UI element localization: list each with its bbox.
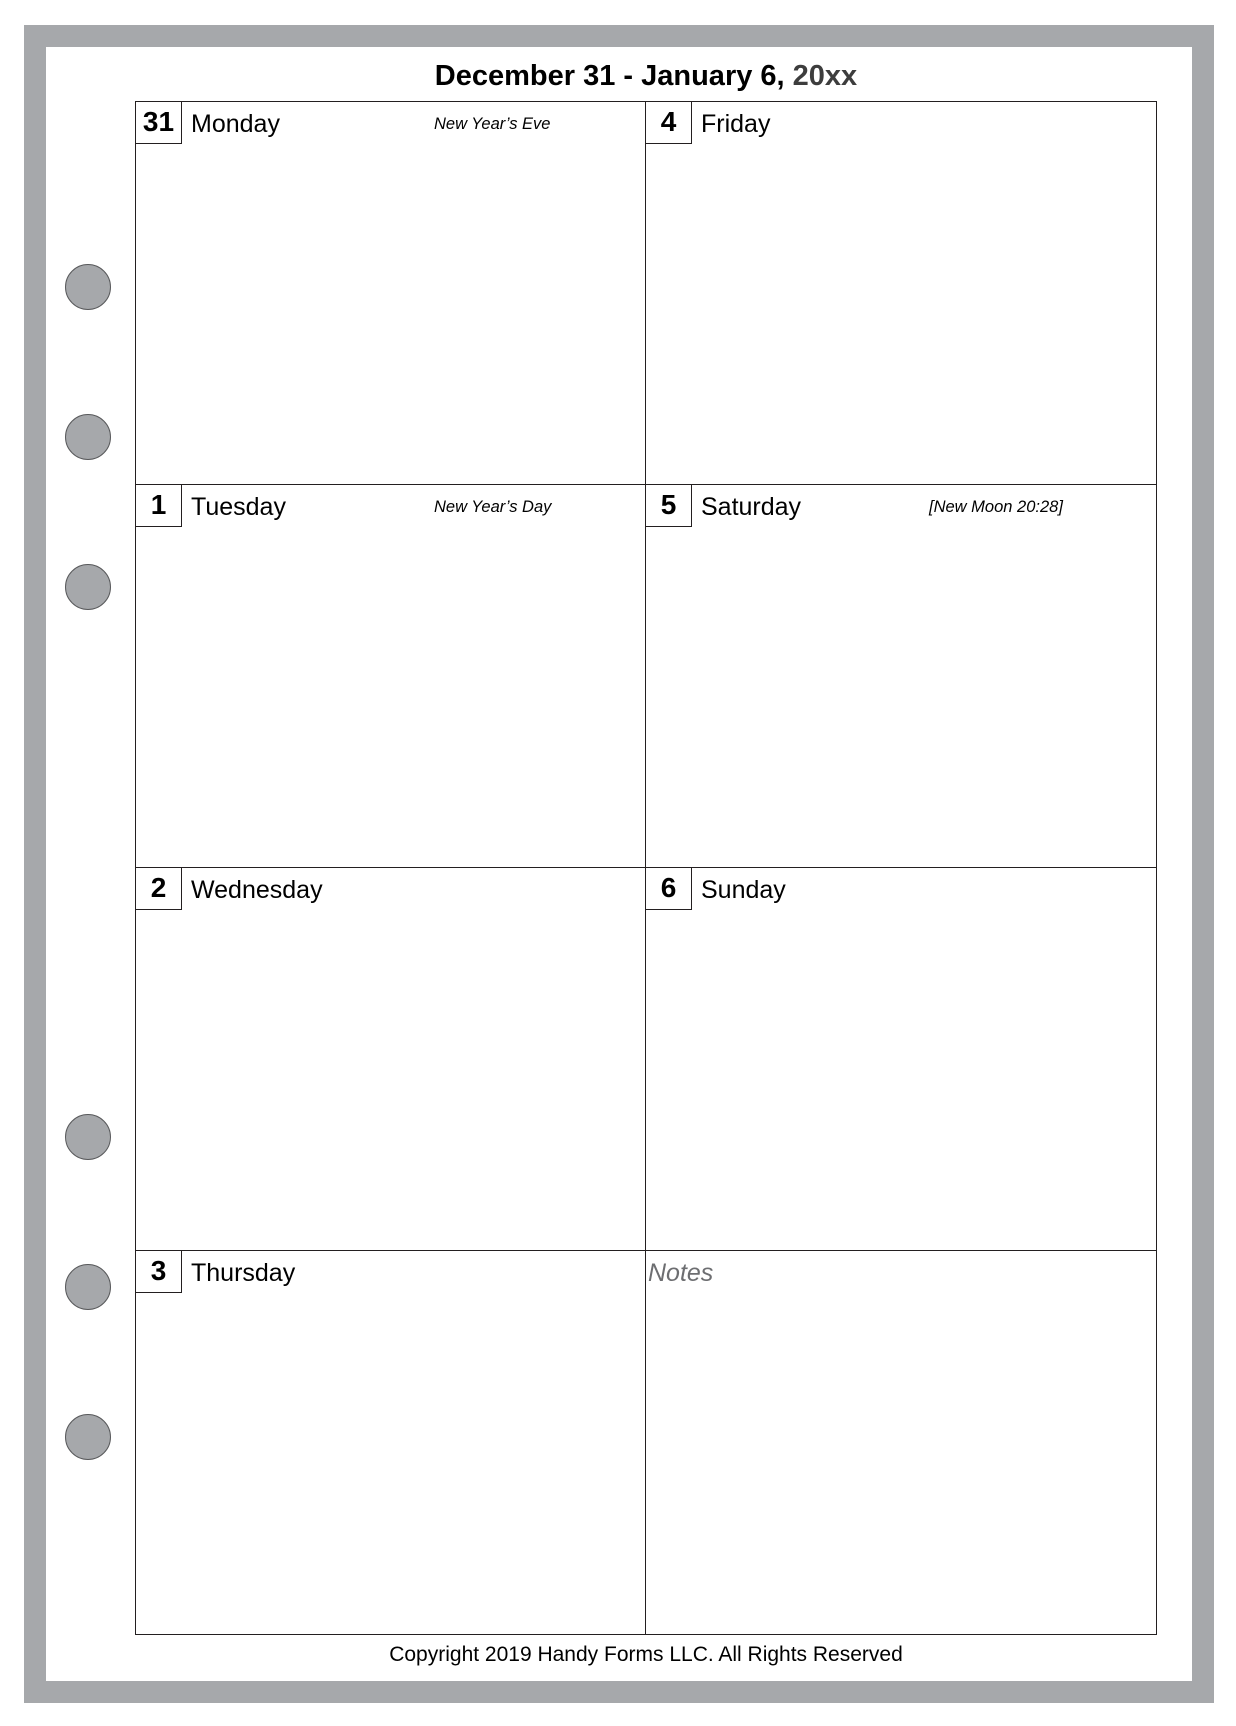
day-cell-thursday[interactable] [136, 1251, 646, 1634]
day-number: 3 [136, 1251, 182, 1293]
day-cell-wednesday[interactable] [136, 868, 646, 1251]
day-name: Tuesday [191, 493, 286, 521]
day-number: 1 [136, 485, 182, 527]
day-name: Wednesday [191, 876, 323, 904]
notes-cell[interactable] [646, 1251, 1156, 1634]
week-grid [135, 101, 1157, 1635]
punch-hole [65, 1264, 111, 1310]
day-name: Sunday [701, 876, 786, 904]
day-number: 2 [136, 868, 182, 910]
notes-label: Notes [648, 1259, 714, 1287]
week-title [136, 56, 1156, 96]
moon-phase-note: [New Moon 20:28] [929, 498, 1063, 516]
day-cell-monday[interactable] [136, 102, 646, 485]
day-number: 4 [646, 102, 692, 144]
day-event: New Year’s Day [434, 498, 552, 516]
day-cell-saturday[interactable] [646, 485, 1156, 868]
punch-hole [65, 414, 111, 460]
day-number: 31 [136, 102, 182, 144]
punch-hole [65, 564, 111, 610]
day-name: Friday [701, 110, 771, 138]
day-number: 6 [646, 868, 692, 910]
day-name: Monday [191, 110, 280, 138]
day-number: 5 [646, 485, 692, 527]
week-range: December 31 - January 6, [434, 60, 785, 92]
day-cell-friday[interactable] [646, 102, 1156, 485]
day-event: New Year’s Eve [434, 115, 551, 133]
punch-hole [65, 264, 111, 310]
day-cell-tuesday[interactable] [136, 485, 646, 868]
punch-hole [65, 1114, 111, 1160]
day-name: Thursday [191, 1259, 296, 1287]
week-year: 20xx [792, 60, 858, 92]
punch-hole [65, 1414, 111, 1460]
copyright-footer: Copyright 2019 Handy Forms LLC. All Rights Reserved [389, 1643, 903, 1666]
day-name: Saturday [701, 493, 802, 521]
day-cell-sunday[interactable] [646, 868, 1156, 1251]
